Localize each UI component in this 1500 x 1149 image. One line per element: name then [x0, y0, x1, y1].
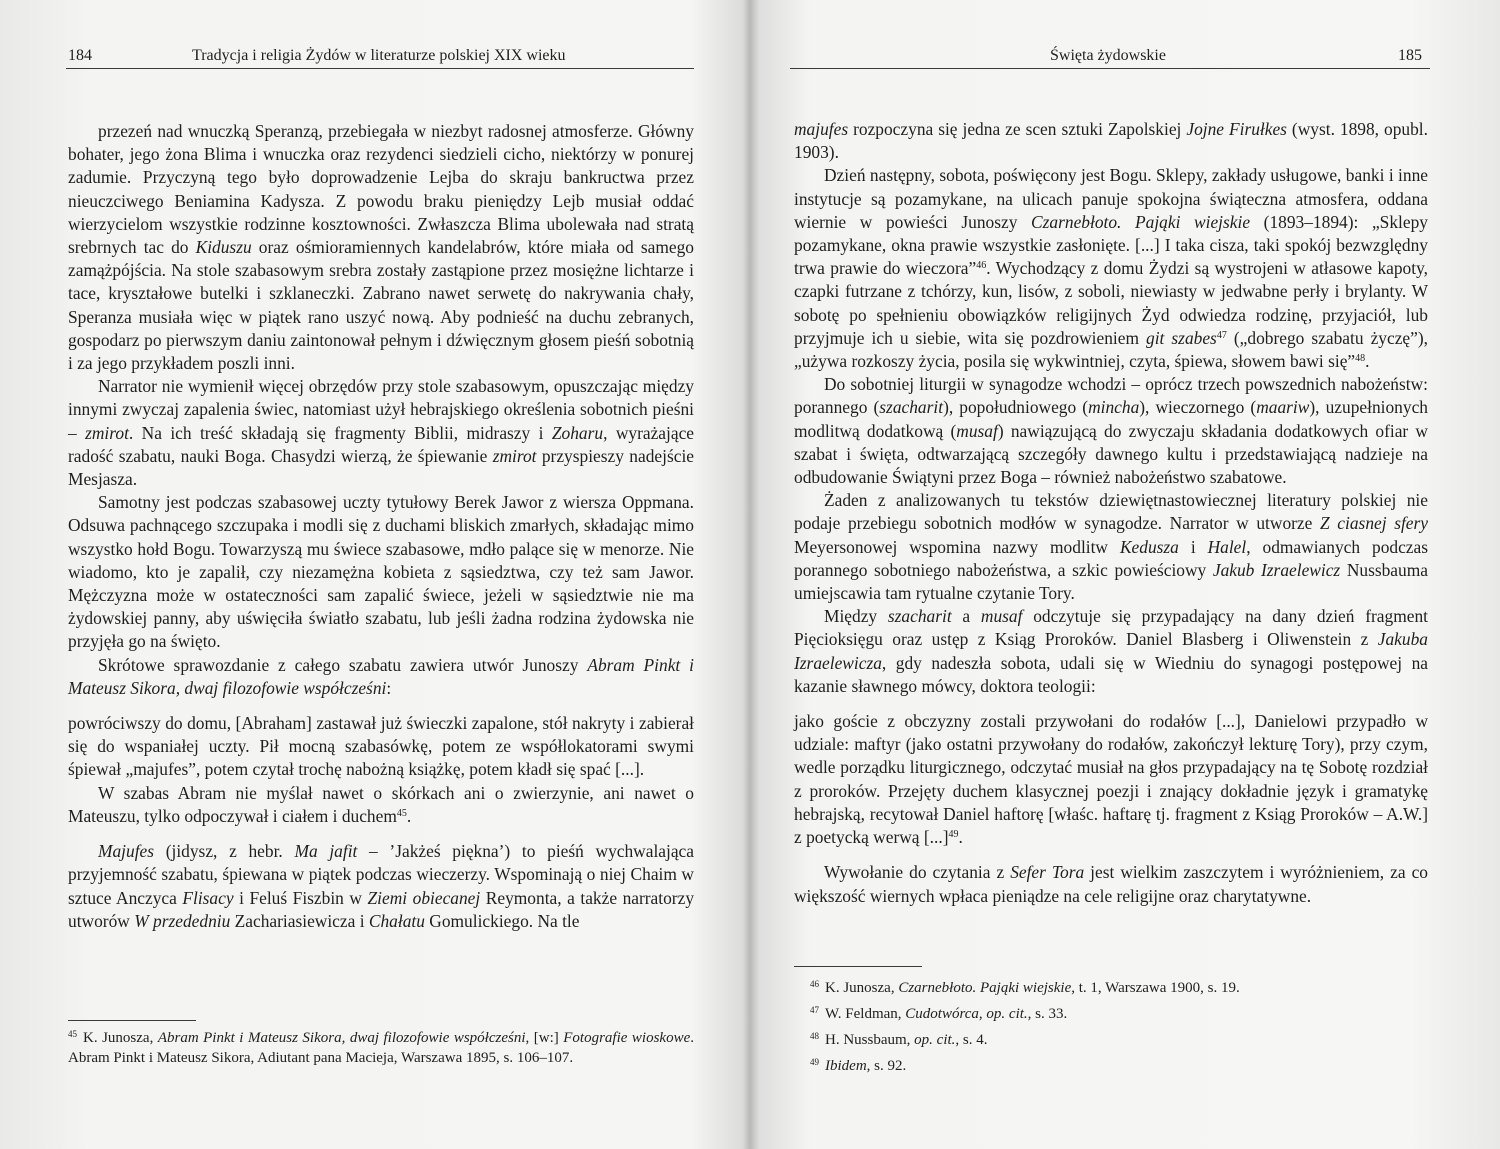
right-paragraph-1: majufes rozpoczyna się jedna ze scen sztuki Zapolskiej Jojne Firułkes (wyst. 1898, opubl. 1903).: [794, 119, 1428, 163]
footnote-rule-left: [68, 1020, 196, 1021]
left-paragraphs: [68, 120, 694, 700]
right-paragraph-4: Żaden z analizowanych tu tekstów dziewiętnastowiecznej literatury polskiej nie podaje przebiegu sobotnich modłów w synagodze. Narrator w utworze Z ciasnej sfery Meyersonowej wspomina nazwy modlitw Kedusza i Halel, odmawianych podczas porannego sobotniego nabożeństwa, a szkic powieściowy Jakub Izraelewicz Nussbauma umiejscawia tam rytualne czytanie Tory.: [794, 490, 1429, 604]
footnote-45: [68, 1024, 694, 1068]
right-quote-paragraph-1: jako goście z obczyzny zostali przywołani do rodałów [...], Danielowi przypadło w udziale: maftyr (jako ostatni przywołany do rodałów, zakończył lekturę Tory), przy czym, wedle porządku liturgicznego, odczytać musiał na głos przypadający na tę Sobotę rozdział z proroków. Przejęty duchem klasycznej poezji i znający dokładnie język i gramatykę hebrajską, recytował Daniel haftorę [właśc. haftarę tj. fragment z Ksiąg Proroków – A.W.] z poetycką werwą [...]$^{49}$.: [794, 711, 1428, 848]
left-paragraph-4: Skrótowe sprawozdanie z całego szabatu zawiera utwór Junoszy Abram Pinkt i Mateusz Sikora, dwaj filozofowie współcześni:: [68, 654, 694, 698]
left-paragraph-2: Narrator nie wymienił więcej obrzędów przy stole szabasowym, opuszczając między innymi zwyczaj zapalenia świec, natomiast użył hebrajskiego określenia sobotnich pieśni – zmirot. Na ich treść składają się fragmenty Biblii, midraszy i Zoharu, wyrażające radość szabatu, nauki Boga. Chasydzi wierzą, że śpiewanie zmirot przyspieszy nadejście Mesjasza.: [68, 376, 695, 490]
left-paragraph-1: przezeń nad wnuczką Speranzą, przebiegała w niezbyt radosnej atmosferze. Główny bohater, jego żona Blima i wnuczka oraz rezydenci siedzieli cicho, niektórzy w ponurej zadumie. Przyczyną tego było doprowadzenie Lejba do skraju bankructwa przez nieuczciwego Beniamina Kadysza. Z powodu braku pieniędzy Lejb musiał oddać wierzycielom wszystkie rodzinne kosztowności. Zwłaszcza Blima ubolewała nad stratą srebrnych tac do Kiduszu oraz ośmioramiennych kandelabrów, które miała od samego zamążpójścia. Na stole szabasowym srebra zostały zastąpione przez mosiężne lichtarze i tace, kryształowe butelki i szklaneczki. Zabrano nawet serwetę do nakrywania chały, Speranza musiała więc w piątek rano uszyć nową. Aby podnieść na duchu zebranych, gospodarz po pierwszym daniu zaintonował pełnym i dźwięcznym głosem pieśń sobotnią i za jego przykładem poszli inni.: [68, 121, 694, 374]
footnote-text: K. Junosza, Abram Pinkt i Mateusz Sikora, dwaj filozofowie współcześni, [w:] Fotografie wioskowe. Abram Pinkt i Mateusz Sikora, Adiutant pana Macieja, Warszawa 1895, s. 106–107.: [68, 1030, 694, 1066]
footnote-48: [810, 1026, 1428, 1050]
right-after-paragraph-1: Wywołanie do czytania z Sefer Tora jest wielkim zaszczytem i wyróżnieniem, za co większość wiernych wpłaca pieniądze na cele religijne oraz charytatywne.: [794, 862, 1428, 906]
page-number-left: 184: [68, 47, 92, 64]
footnote-text: H. Nussbaum, op. cit., s. 4.: [825, 1032, 988, 1048]
right-paragraph-2: Dzień następny, sobota, poświęcony jest Bogu. Sklepy, zakłady usługowe, banki i inne instytucje są pozamykane, na ulicach panuje spokojna świąteczna atmosfera, oddana wiernie w powieści Junoszy Czarnebłoto. Pająki wiejskie (1893–1894): „Sklepy pozamykane, okna prawie wszystkie zasłonięte. [...] I taka cisza, taki spokój bezwzględny trwa prawie do wieczora”$^{46}$. Wychodzący z domu Żydzi są wystrojeni w atłasowe kapoty, czapki futrzane z tchórzy, kun, lisów, z soboli, niewiasty w jedwabne perły i brylanty. W sobotę po spełnieniu obowiązków religijnych Żyd odwiedza rodzinę, przyjaciół, lub przyjmuje ich u siebie, wita się pozdrowieniem git szabes$^{47}$ („dobrego szabatu życzę”), „używa rozkoszy życia, posila się wykwintniej, czyta, śpiewa, słowem bawi się”$^{48}$.: [794, 165, 1428, 372]
right-paragraphs: [794, 118, 1428, 698]
left-quote-paragraph-2: W szabas Abram nie myślał nawet o skórkach ani o zwierzynie, ani nawet o Mateuszu, tylko odpoczywał i ciałem i duchem$^{45}$.: [68, 782, 694, 826]
right-paragraphs-after-quote: [794, 861, 1428, 907]
footnote-text: W. Feldman, Cudotwórca, op. cit., s. 33.: [825, 1006, 1068, 1022]
running-head-right: Święta żydowskie: [1050, 47, 1166, 64]
footnote-47: [810, 1000, 1428, 1024]
footnote-number: 47: [810, 1005, 819, 1015]
right-block-quote: [794, 710, 1428, 849]
right-page: [750, 0, 1500, 1149]
running-head-left: Tradycja i religia Żydów w literaturze polskiej XIX wieku: [192, 47, 566, 64]
footnote-number: 49: [810, 1057, 819, 1067]
footnote-49: [810, 1052, 1428, 1076]
right-paragraph-3: Do sobotniej liturgii w synagodze wchodzi – oprócz trzech powszednich nabożeństw: porannego (szacharit), popołudniowego (mincha), wieczornego (maariw), uzupełnionych modlitwą dodatkową (musaf) nawiązującą do zwyczaju składania dodatkowych ofiar w szabat i święta, odtwarzającą szczegóły dawnego kultu i przedstawiającą nadzieje na odbudowanie Świątyni przez Boga – również nabożeństwo szabatowe.: [794, 374, 1428, 488]
left-block-quote: [68, 712, 694, 828]
footnote-number: 45: [68, 1029, 77, 1039]
left-body-text: [68, 120, 694, 933]
header-rule-left: [66, 68, 694, 69]
right-body-text: [794, 118, 1428, 908]
footnote-text: K. Junosza, Czarnebłoto. Pająki wiejskie, t. 1, Warszawa 1900, s. 19.: [825, 980, 1240, 996]
left-footnotes: [68, 1024, 694, 1070]
right-footnotes: [810, 974, 1428, 1078]
footnote-number: 46: [810, 979, 819, 989]
footnote-number: 48: [810, 1031, 819, 1041]
left-after-paragraph-1: Majufes (jidysz, z hebr. Ma jafit – ’Jakżeś piękna’) to pieśń wychwalająca przyjemność szabatu, śpiewana w piątek podczas wieczerzy. Wspominają o niej Chaim w sztuce Anczyca Flisacy i Feluś Fiszbin w Ziemi obiecanej Reymonta, a także narratorzy utworów W przededniu Zachariasiewicza i Chałatu Gomulickiego. Na tle: [68, 841, 695, 931]
header-rule-right: [790, 68, 1430, 69]
page-number-right: 185: [1398, 47, 1422, 64]
left-paragraphs-after-quote: [68, 840, 694, 933]
left-paragraph-3: Samotny jest podczas szabasowej uczty tytułowy Berek Jawor z wiersza Oppmana. Odsuwa pachnącego szczupaka i modli się z duchami bliskich zmarłych, składając mimo wszystko hołd Bogu. Towarzyszą mu świece szabasowe, mdło palące się w menorze. Nie wiadomo, kto je zapalił, czy niezamężna kobieta z sąsiedztwa, czy też sam Jawor. Mężczyzna może w ostateczności sam zapalić świece, jeżeli w sąsiedztwie nie ma żydowskiej panny, aby uświęciła światło szabatu, lub jeśli żadna rodzina żydowska nie przyjęła go na święto.: [68, 492, 694, 652]
footnote-rule-right: [794, 966, 922, 967]
left-quote-paragraph-1: powróciwszy do domu, [Abraham] zastawał już świeczki zapalone, stół nakryty i zabierał się do wspaniałej uczty. Pił mocną szabasówkę, potem ze współlokatorami swymi śpiewał „majufes”, potem czytał trochę nabożną książkę, potem kładł się spać [...].: [68, 713, 694, 780]
footnote-text: Ibidem, s. 92.: [825, 1058, 907, 1074]
footnote-46: [810, 974, 1428, 998]
right-paragraph-5: Między szacharit a musaf odczytuje się przypadający na dany dzień fragment Pięcioksięgu oraz ustęp z Ksiąg Proroków. Daniel Blasberg i Oliwenstein z Jakuba Izraelewicza, gdy nadeszła sobota, udali się w Wiedniu do synagogi postępowej na kazanie sławnego mówcy, doktora teologii:: [794, 606, 1428, 696]
